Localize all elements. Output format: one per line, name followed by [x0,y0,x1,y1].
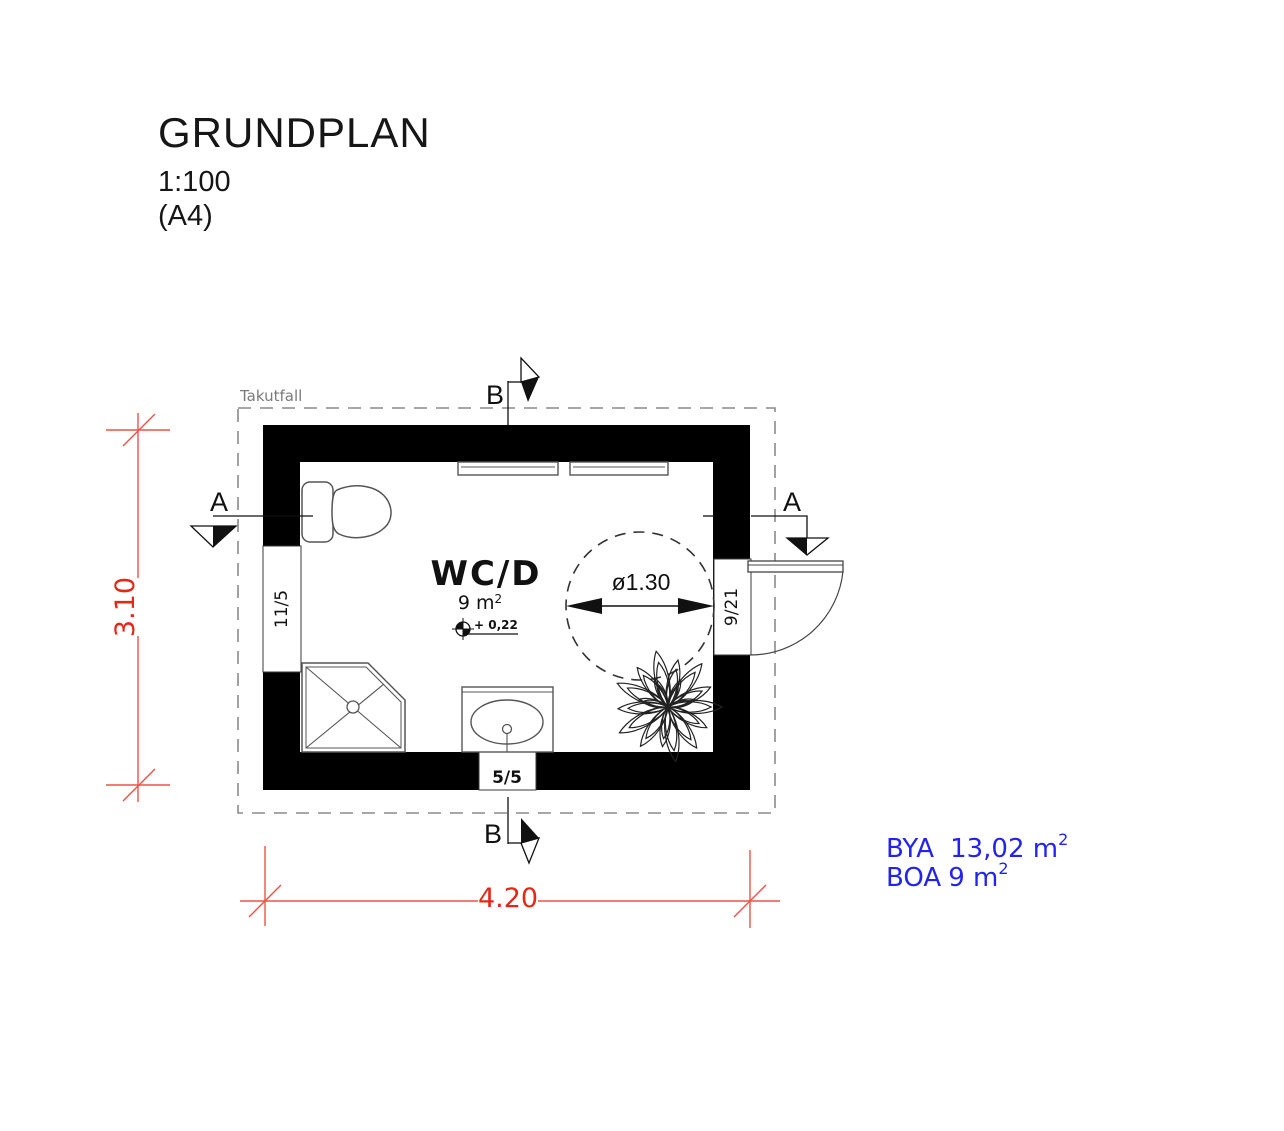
dim-width-value: 4.20 [477,883,539,914]
area-figures [886,830,1068,893]
bya-value: 13,02 m [950,834,1059,864]
sink [462,687,553,752]
cabinet-right [570,462,668,475]
room-labels [430,554,541,614]
shower-diagonal-2 [306,684,384,748]
plant-petals [614,650,722,763]
section-a-right-letter: A [783,487,802,517]
bya-label: BYA [886,834,935,864]
section-b-bottom-letter: B [483,819,502,849]
door-right [714,559,843,655]
roof-overhang-label: Takutfall [240,387,303,405]
door-leaf [748,561,843,572]
dimension-height [106,413,170,802]
toilet-bowl [332,486,391,538]
level-marker-quadrant-nw [456,622,463,629]
level-marker-quadrant-se [463,629,470,636]
boa-line [886,859,1009,893]
cabinet-left [458,462,558,475]
room-area-sup: 2 [494,592,503,606]
paper-size: (A4) [158,200,213,232]
turning-circle-label: ø1.30 [611,569,671,595]
window-left-label: 11/5 [272,589,292,629]
diameter-arrowhead-left [566,598,602,614]
door-right-label: 9/21 [722,587,742,627]
toilet-tank [302,482,333,542]
door-swing-arc [750,571,843,655]
room-area [458,592,502,614]
page-title: GRUNDPLAN [158,109,431,156]
boa-label: BOA [886,863,942,893]
window-left [263,546,301,672]
diameter-arrowhead-right [678,598,714,614]
bya-line [886,830,1068,864]
section-marker-b-bottom [484,797,539,863]
drawing-scale: 1:100 [158,166,231,198]
section-marker-b-top [486,358,539,426]
plant [614,650,722,763]
section-a-right-line [751,516,807,539]
room-area-value: 9 m [457,592,495,614]
boa-value: 9 m [948,863,999,893]
room-name: WC/D [430,554,542,594]
boa-sup: 2 [998,859,1009,878]
level-marker [452,618,518,640]
section-b-bottom-flag-outline [521,838,539,863]
section-b-top-letter: B [485,380,504,410]
toilet [302,482,391,542]
title-block [158,109,431,232]
section-a-left-letter: A [209,487,229,517]
bya-sup: 2 [1058,830,1069,849]
level-marker-value: + 0,22 [474,618,518,632]
shower [302,663,405,752]
dimension-width [240,846,780,928]
shower-drain [347,701,359,713]
dim-height-value: 3.10 [110,576,141,638]
wall-cabinets [458,462,668,475]
turning-circle [566,532,714,680]
window-bottom-label: 5/5 [492,768,522,788]
window-bottom [479,752,536,790]
plant-petal [664,704,695,742]
